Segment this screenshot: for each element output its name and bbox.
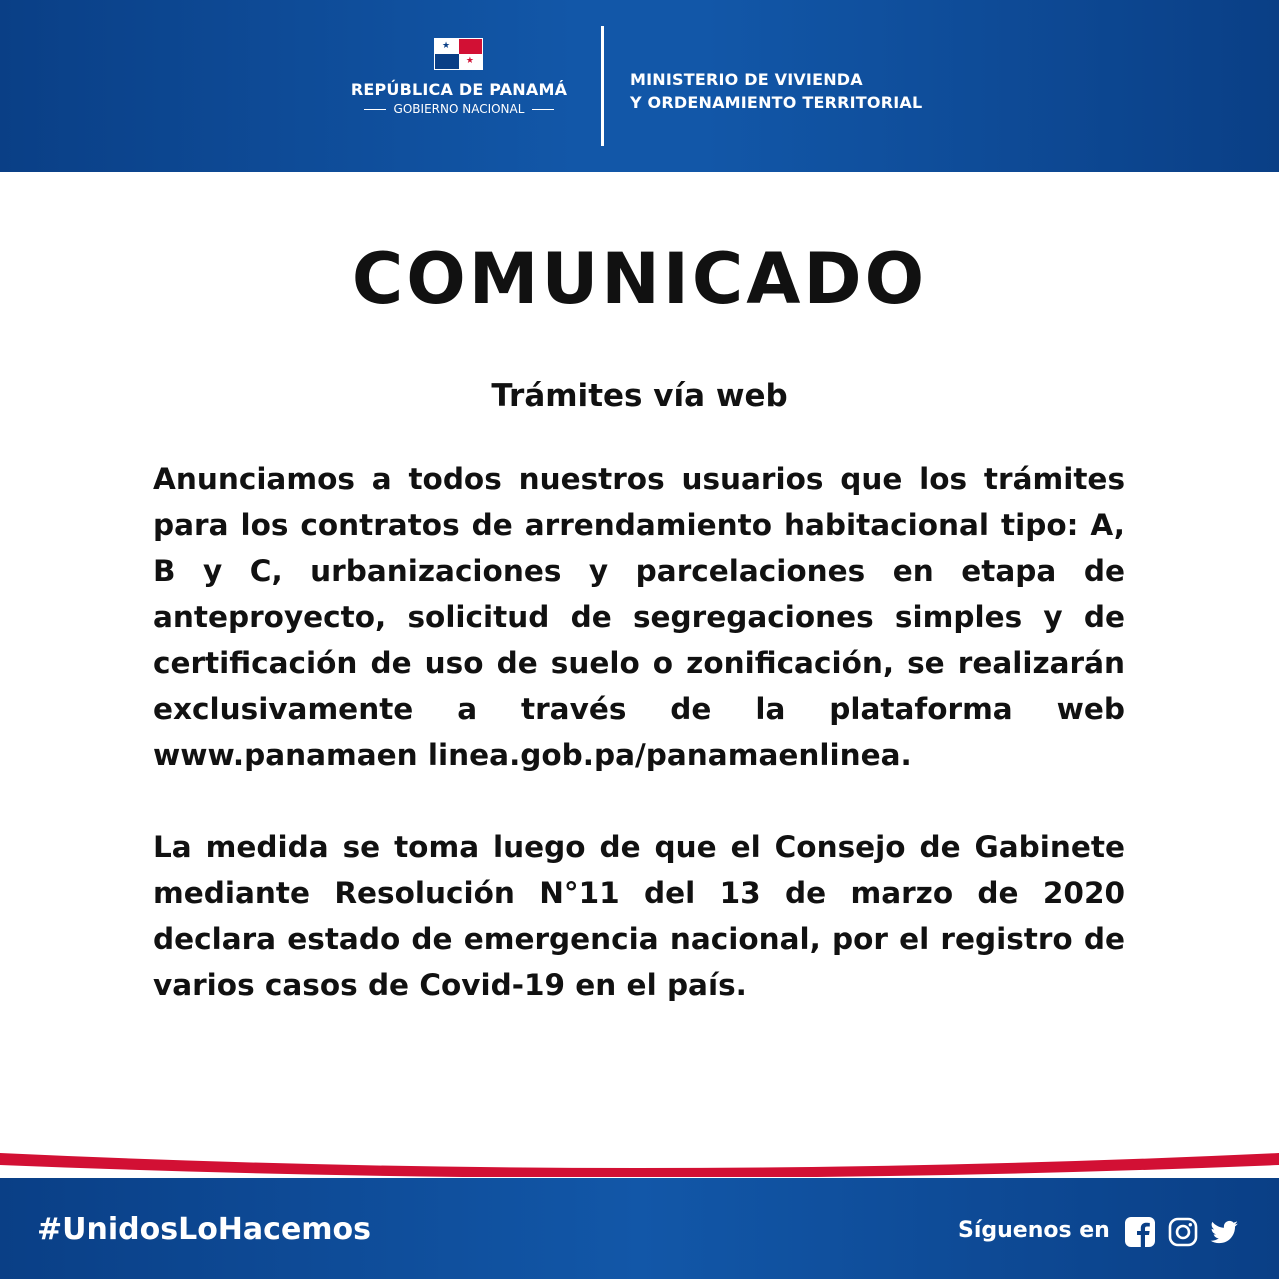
ministry-line-1: MINISTERIO DE VIVIENDA (630, 70, 863, 89)
government-name: REPÚBLICA DE PANAMÁ (350, 80, 568, 99)
twitter-icon[interactable] (1208, 1216, 1240, 1248)
page-title: COMUNICADO (351, 238, 928, 320)
header-banner (0, 0, 1279, 172)
page-subtitle: Trámites vía web (491, 378, 788, 414)
government-subtitle-text: GOBIERNO NACIONAL (393, 102, 525, 116)
panama-flag-icon: ★ ★ (434, 38, 483, 70)
footer-stripes (0, 1137, 1279, 1177)
follow-label: Síguenos en (958, 1218, 1110, 1243)
announcement-paragraph: Anunciamos a todos nuestros usuarios que los trámites para los contratos de arrendamiento habitacional tipo: A, B y C, urbanizaciones y parcelaciones en etapa de anteproyecto, solicitud de segregaciones simples y de certificación de uso de suelo o zonificación, se realizarán exclusivamente a través de la plataforma web www.panamaen linea.gob.pa/panamaenlinea. (153, 462, 1125, 772)
footer-banner (0, 1178, 1279, 1279)
government-subtitle (330, 102, 588, 116)
header-divider (601, 26, 604, 146)
ministry-line-2: Y ORDENAMIENTO TERRITORIAL (630, 93, 923, 112)
instagram-icon[interactable] (1167, 1216, 1199, 1248)
facebook-icon[interactable] (1124, 1216, 1156, 1248)
context-paragraph: La medida se toma luego de que el Consejo de Gabinete mediante Resolución N°11 del 13 de marzo de 2020 declara estado de emergencia nacional, por el registro de varios casos de Covid-19 en el país. (153, 830, 1125, 1002)
ministry-name (630, 68, 922, 114)
hashtag-text: #UnidosLoHacemos (37, 1212, 372, 1247)
